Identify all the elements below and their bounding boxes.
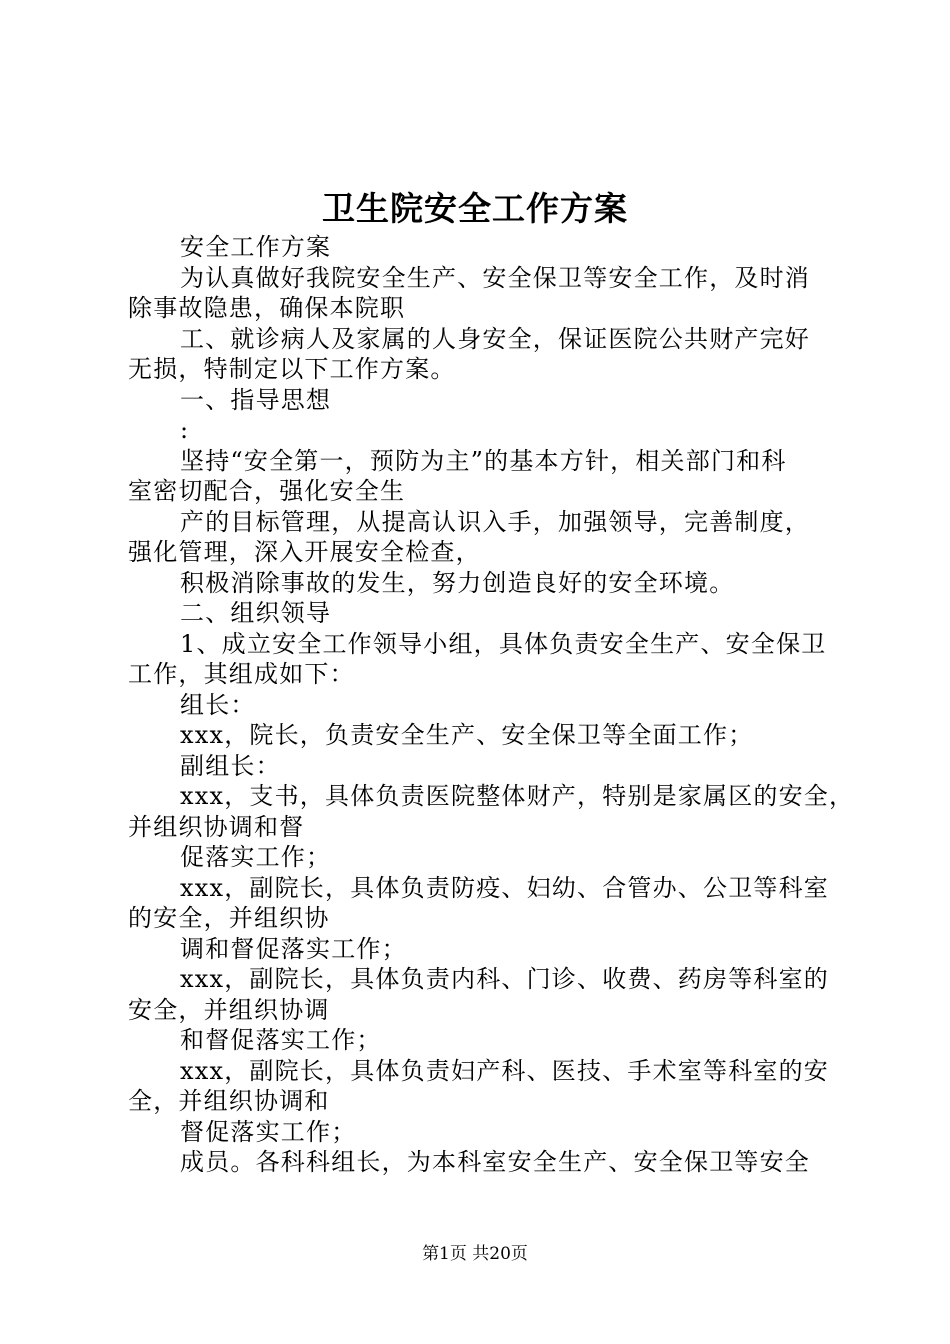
- text-line: 工、就诊病人及家属的人身安全，保证医院公共财产完好: [180, 324, 810, 353]
- text-line: 的安全，并组织协: [128, 904, 330, 932]
- page-title: 卫生院安全工作方案: [322, 189, 628, 228]
- text-line: 调和督促落实工作；: [180, 934, 407, 963]
- text-line: 督促落实工作；: [180, 1117, 357, 1146]
- text-line: 工作，其组成如下：: [128, 660, 355, 688]
- text-line: 1、成立安全工作领导小组，具体负责安全生产、安全保卫: [180, 629, 827, 658]
- text-line: 成员。各科科组长，为本科室安全生产、安全保卫等安全: [180, 1148, 810, 1176]
- text-line: xxx，支书，具体负责医院整体财产，特别是家属区的安全，: [180, 782, 855, 810]
- text-line: 组长：: [180, 690, 256, 719]
- text-line: 产的目标管理，从提高认识入手，加强领导，完善制度，: [180, 507, 810, 536]
- text-line: 和督促落实工作；: [180, 1026, 382, 1054]
- text-line: 为认真做好我院安全生产、安全保卫等安全工作，及时消: [180, 263, 810, 292]
- text-line: 副组长：: [180, 751, 281, 780]
- text-line: 室密切配合，强化安全生: [128, 477, 406, 505]
- text-line: 二、组织领导: [180, 599, 332, 627]
- text-line: 安全工作方案: [180, 233, 332, 261]
- text-line: 安全，并组织协调: [128, 995, 330, 1024]
- text-line: 除事故隐患，确保本院职: [128, 294, 406, 322]
- text-line: 并组织协调和督: [128, 812, 305, 841]
- text-line: xxx，院长，负责安全生产、安全保卫等全面工作；: [180, 721, 754, 749]
- text-line: 促落实工作；: [180, 843, 332, 871]
- text-line: 积极消除事故的发生，努力创造良好的安全环境。: [180, 568, 735, 597]
- text-line: 全，并组织协调和: [128, 1087, 330, 1115]
- text-line: 坚持“安全第一，预防为主”的基本方针，相关部门和科: [180, 446, 787, 475]
- text-line: 无损，特制定以下工作方案。: [128, 355, 456, 383]
- text-line: xxx，副院长，具体负责妇产科、医技、手术室等科室的安: [180, 1056, 830, 1085]
- text-line: xxx，副院长，具体负责内科、门诊、收费、药房等科室的: [180, 965, 830, 993]
- text-line: 一、指导思想: [180, 385, 332, 414]
- page-number: 第1页 共20页: [422, 1244, 528, 1264]
- document-body: [128, 232, 855, 1178]
- text-line: :: [180, 416, 190, 444]
- text-line: xxx，副院长，具体负责防疫、妇幼、合管办、公卫等科室: [180, 873, 830, 902]
- text-line: 强化管理，深入开展安全检查，: [128, 538, 481, 566]
